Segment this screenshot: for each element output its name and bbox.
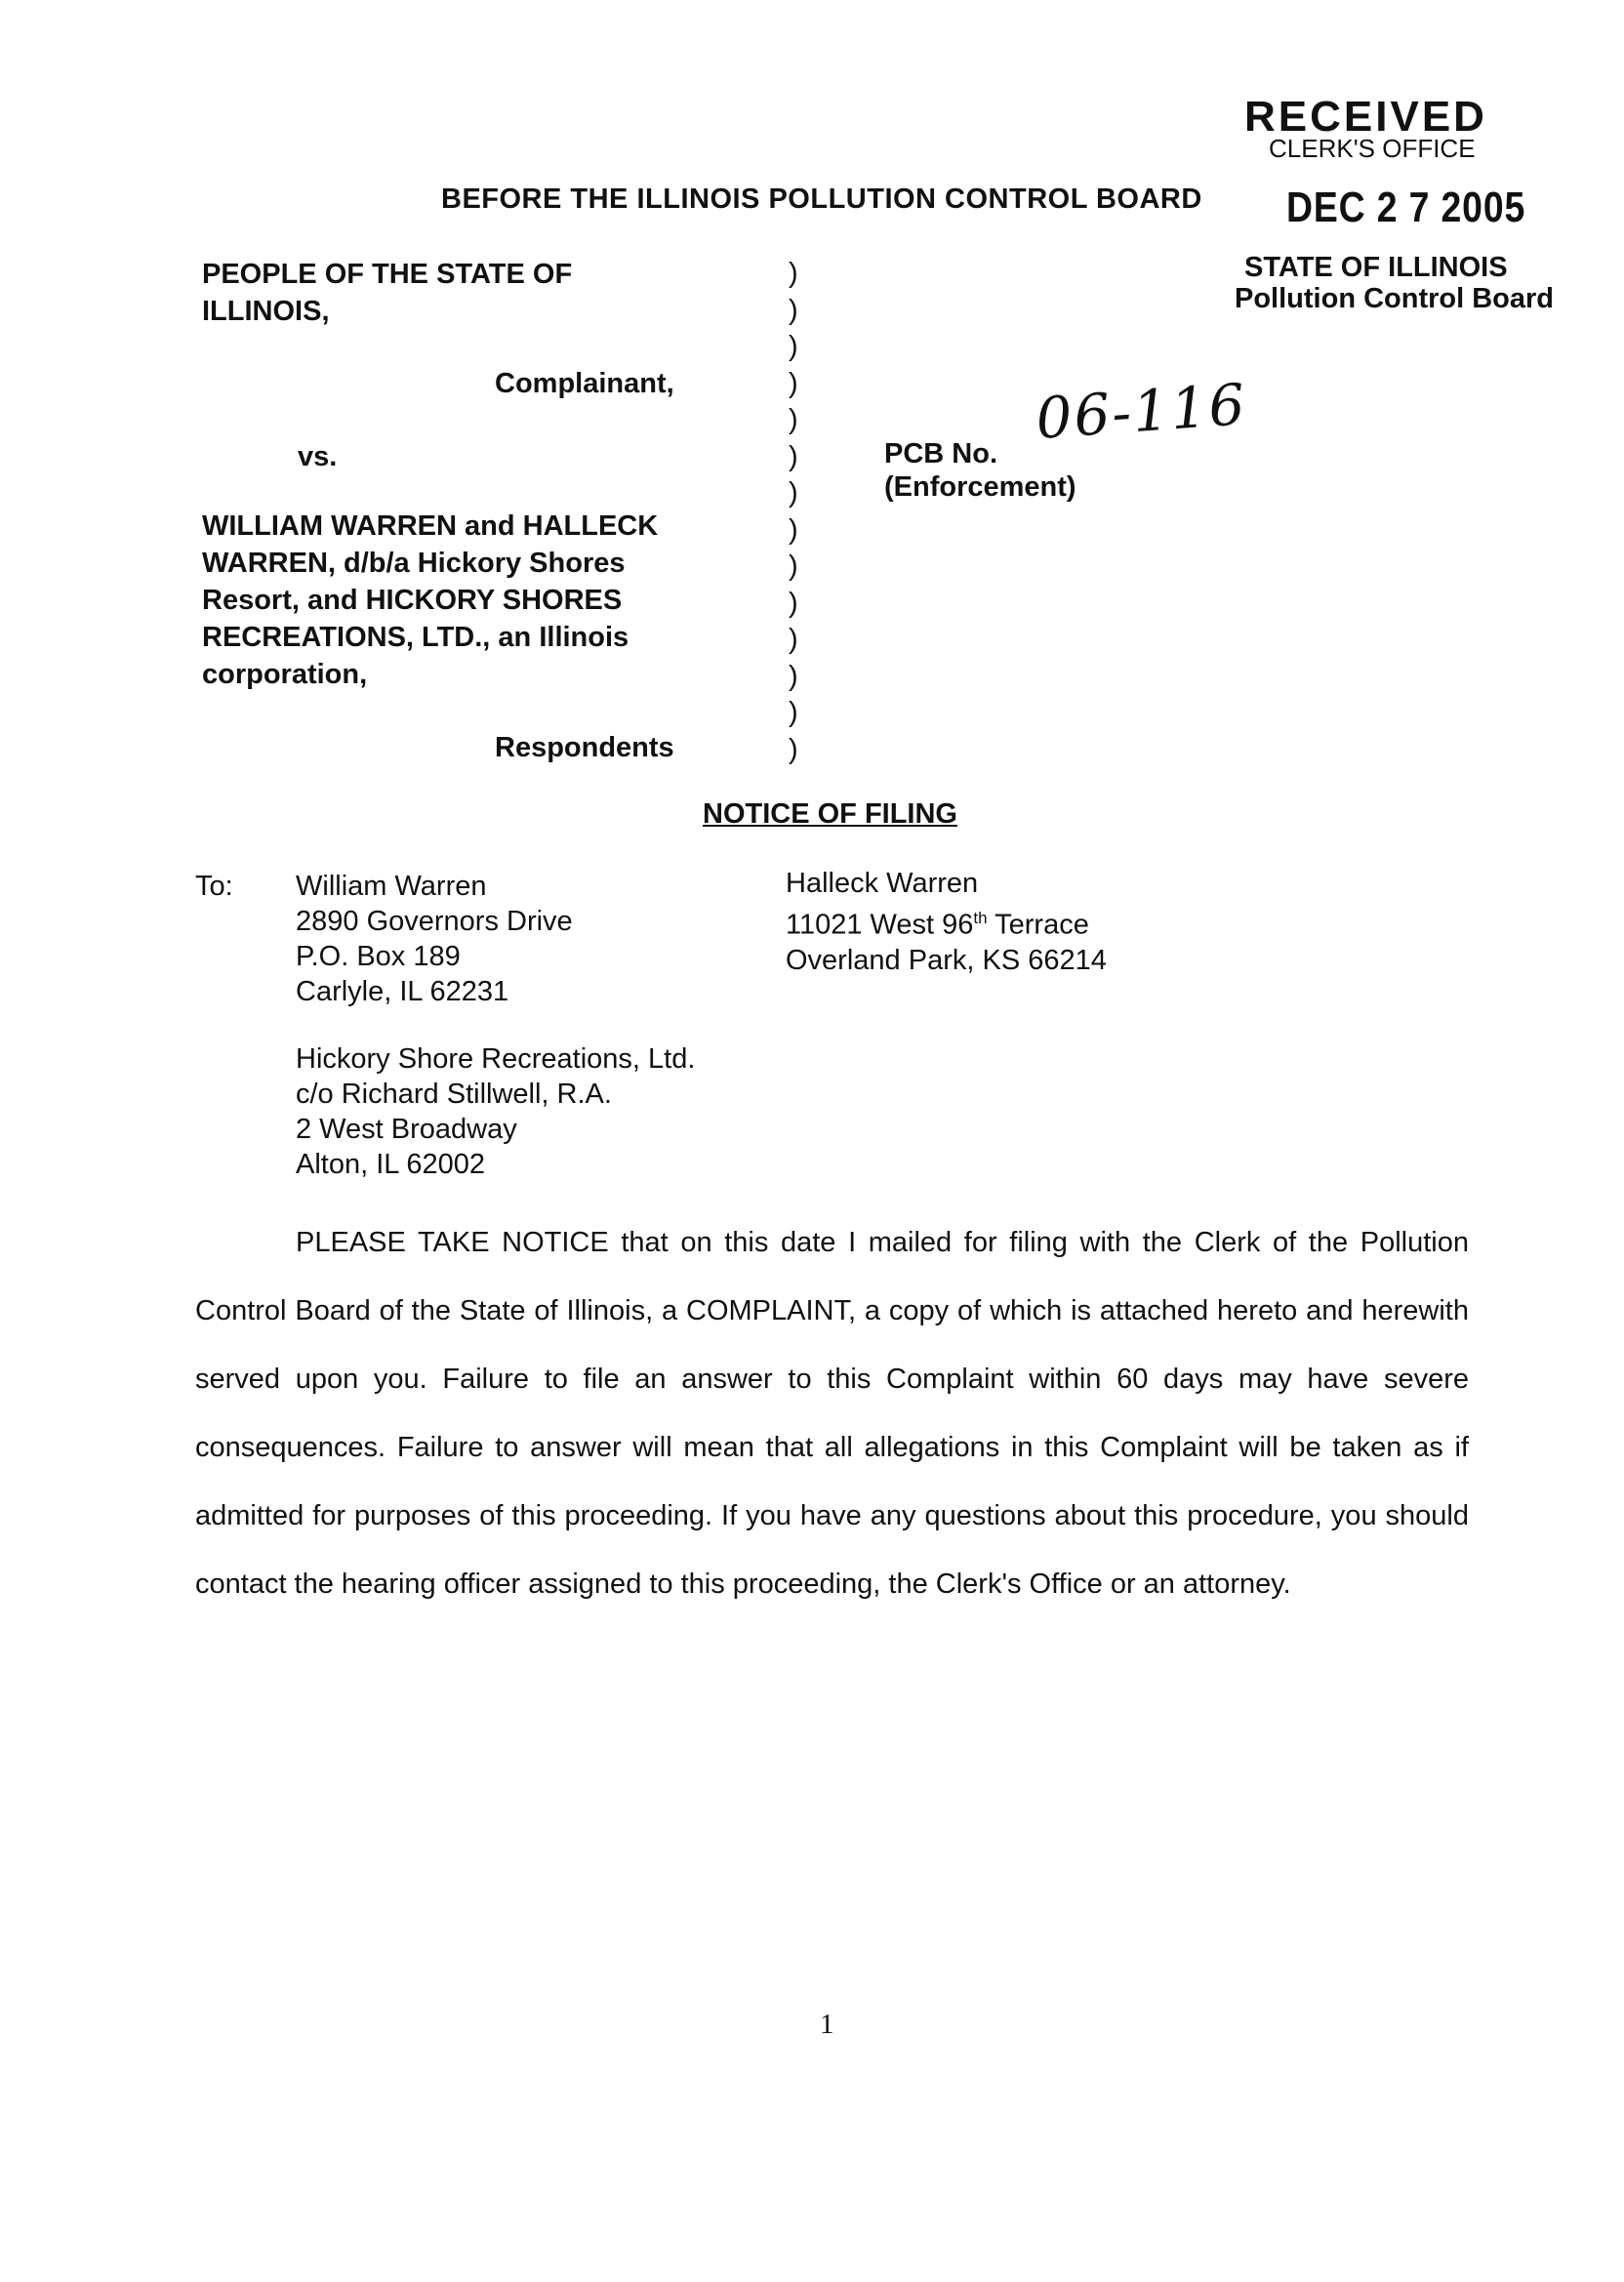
address-line: Carlyle, IL 62231: [296, 976, 509, 1007]
court-title: BEFORE THE ILLINOIS POLLUTION CONTROL BOARD: [441, 183, 1202, 215]
respondent-line: WARREN, d/b/a Hickory Shores: [202, 548, 626, 579]
address-line: c/o Richard Stillwell, R.A.: [296, 1079, 612, 1110]
to-label: To:: [195, 871, 233, 902]
notice-title: NOTICE OF FILING: [703, 798, 957, 830]
ordinal-suffix: th: [973, 909, 988, 927]
address-block-hickory-shore: [296, 1041, 695, 1182]
complainant-line: ILLINOIS,: [202, 296, 330, 327]
respondent-line: WILLIAM WARREN and HALLECK: [202, 510, 659, 542]
received-stamp-title: RECEIVED: [1244, 93, 1487, 141]
address-line: Alton, IL 62002: [296, 1149, 486, 1180]
complainant-line: PEOPLE OF THE STATE OF: [202, 259, 573, 290]
address-line: [786, 901, 1107, 943]
page-number: 1: [820, 2009, 834, 2040]
address-line: Overland Park, KS 66214: [786, 944, 1107, 976]
received-stamp-office: CLERK'S OFFICE: [1269, 134, 1476, 163]
complainant-name: [202, 256, 572, 330]
address-line: Hickory Shore Recreations, Ltd.: [296, 1043, 696, 1075]
caption-parenthesis-column: ) ) ) ) ) ) ) ) ) ) ) ) ) ): [789, 258, 798, 765]
street-name: Terrace: [987, 909, 1089, 941]
address-line: P.O. Box 189: [296, 941, 461, 972]
received-stamp-board: Pollution Control Board: [1235, 283, 1555, 314]
address-line: Halleck Warren: [786, 868, 979, 899]
address-line: William Warren: [296, 871, 487, 902]
respondents-role: Respondents: [495, 732, 674, 763]
address-block-william-warren: [296, 869, 573, 1009]
versus-label: vs.: [298, 441, 338, 472]
notice-body-paragraph: PLEASE TAKE NOTICE that on this date I mailed for filing with the Clerk of the Pollution Control Board of the State of Illinois, a COMPLAINT, a copy of which is attached hereto and herewith served upon you. Failure to file an answer to this Complaint within 60 days may have severe consequences. Failure to answer will mean that all allegations in this Complaint will be taken as if admitted for purposes of this proceeding. If you have any questions about this procedure, you should contact the hearing officer assigned to this proceeding, the Clerk's Office or an attorney.: [195, 1227, 1469, 1600]
complainant-role: Complainant,: [495, 368, 674, 399]
pcb-handwritten-number: 06-116: [1034, 371, 1249, 452]
received-stamp-state: STATE OF ILLINOIS: [1244, 252, 1508, 283]
case-type: (Enforcement): [884, 471, 1076, 503]
received-stamp-date: DEC 2 7 2005: [1286, 183, 1526, 231]
respondent-line: RECREATIONS, LTD., an Illinois: [202, 622, 629, 653]
respondents-name: [202, 508, 658, 693]
address-block-halleck-warren: [786, 866, 1107, 978]
street-number: 11021 West 96: [786, 909, 974, 941]
respondent-line: corporation,: [202, 659, 368, 690]
respondent-line: Resort, and HICKORY SHORES: [202, 585, 623, 616]
address-line: 2 West Broadway: [296, 1114, 517, 1145]
address-line: 2890 Governors Drive: [296, 906, 573, 937]
pcb-number-label: PCB No.: [884, 438, 997, 469]
